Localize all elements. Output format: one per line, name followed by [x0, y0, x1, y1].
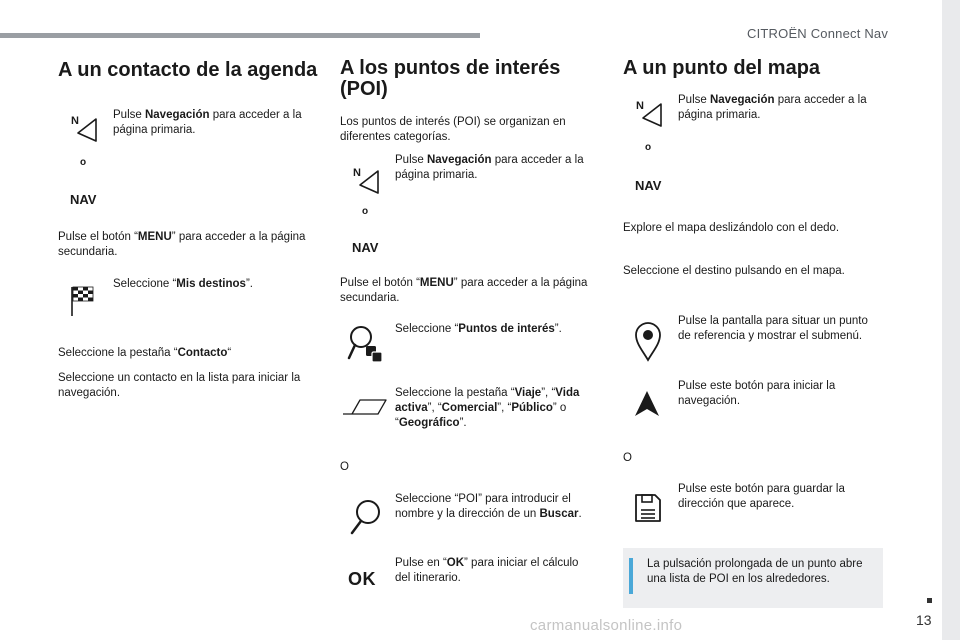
step-set-reference: Pulse la pantalla para situar un punto de referencia y mostrar el submenú. — [678, 315, 868, 342]
step-save-address: Pulse este botón para guardar la dirección que aparece. — [678, 483, 845, 510]
step-menu: Pulse el botón “MENU” para acceder a la página secundaria. — [58, 231, 306, 258]
search-icon — [348, 498, 384, 536]
page-sidebar — [942, 0, 960, 640]
step-menu: Pulse el botón “MENU” para acceder a la página secundaria. — [340, 277, 588, 304]
step-select-contact: Seleccione un contacto en la lista para iniciar la navegación. — [58, 372, 301, 399]
step-puntos-interes: Seleccione “Puntos de interés”. — [395, 323, 562, 335]
section-title-contact: A un contacto de la agenda — [58, 59, 318, 81]
step-poi-search: Seleccione “POI” para introducir el nombre y la dirección de un Buscar. — [395, 493, 582, 520]
header-bar — [0, 33, 480, 38]
step-start-navigation: Pulse este botón para iniciar la navegación. — [678, 380, 836, 407]
watermark: carmanualsonline.info — [530, 617, 683, 634]
info-note — [623, 548, 883, 608]
step-ok: Pulse en “OK” para iniciar el cálculo del itinerario. — [395, 557, 579, 584]
start-navigation-icon — [633, 389, 661, 419]
svg-text:N: N — [353, 167, 361, 179]
svg-text:N: N — [636, 100, 644, 112]
page-number: 13 — [916, 612, 932, 628]
or-label: o — [645, 142, 652, 153]
ok-button[interactable]: OK — [348, 569, 376, 589]
nav-label: NAV — [635, 178, 662, 193]
step-navigation: Pulse Navegación para acceder a la página primaria. — [678, 94, 867, 121]
navigation-arrow-icon — [635, 98, 665, 130]
page-marker — [927, 598, 932, 603]
step-select-destination: Seleccione el destino pulsando en el mapa. — [623, 265, 845, 277]
checkered-flag-icon — [70, 285, 96, 317]
section-title-poi: A los puntos de interés (POI) — [340, 57, 561, 100]
info-icon — [629, 558, 633, 594]
poi-intro: Los puntos de interés (POI) se organizan en diferentes categorías. — [340, 116, 566, 143]
header-title: CITROËN Connect Nav — [747, 26, 889, 41]
navigation-arrow-icon — [70, 113, 100, 145]
step-contacto: Seleccione la pestaña “Contacto“ — [58, 347, 232, 359]
info-note-text: La pulsación prolongada de un punto abre una lista de POI en los alrededores. — [647, 558, 863, 585]
navigation-arrow-icon — [352, 165, 382, 197]
location-pin-icon — [633, 320, 663, 362]
or-separator: O — [623, 452, 632, 464]
or-separator: O — [340, 461, 349, 473]
poi-search-icon — [346, 324, 386, 364]
step-explore-map: Explore el mapa deslizándolo con el dedo. — [623, 222, 840, 234]
step-navigation: Pulse Navegación para acceder a la página primaria. — [395, 154, 584, 181]
nav-label: NAV — [352, 240, 379, 255]
step-navigation: Pulse Navegación para acceder a la página primaria. — [113, 109, 302, 136]
nav-label: NAV — [70, 192, 97, 207]
tab-icon — [342, 397, 388, 417]
or-label: o — [80, 157, 87, 168]
step-category-tabs: Seleccione la pestaña “Viaje”, “Vida activa”, “Comercial”, “Público” o “Geográfico”. — [395, 387, 580, 429]
svg-text:N: N — [71, 115, 79, 127]
step-mis-destinos: Seleccione “Mis destinos”. — [113, 278, 253, 290]
section-title-map-point: A un punto del mapa — [623, 57, 821, 79]
save-icon — [633, 492, 663, 524]
or-label: o — [362, 206, 369, 217]
